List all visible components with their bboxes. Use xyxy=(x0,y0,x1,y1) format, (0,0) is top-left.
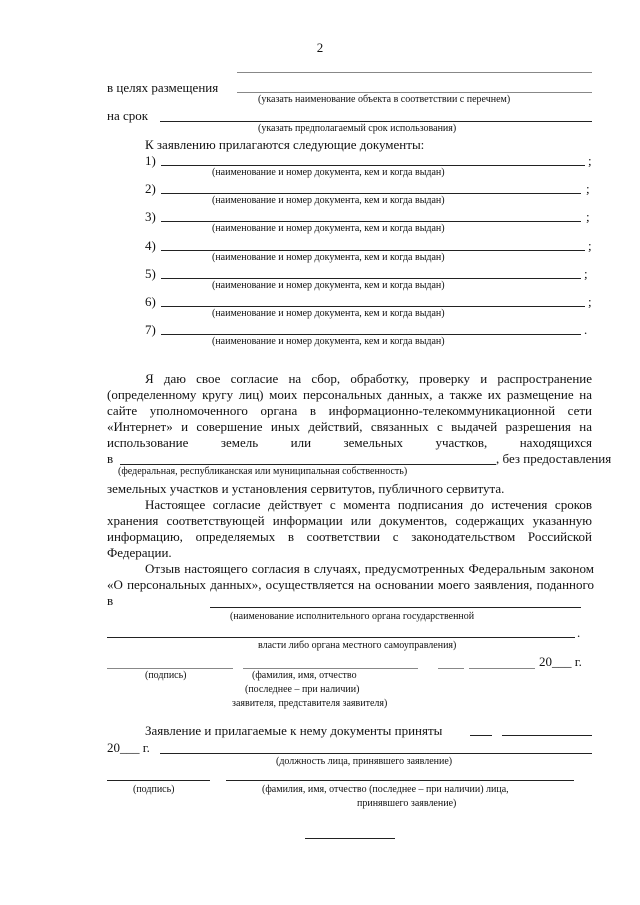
term-line[interactable] xyxy=(160,121,592,122)
attachment-num-1: 1) xyxy=(145,153,156,168)
consent-paragraph-2: Настоящее согласие действует с момента подписания до истечения сроков хранения соответствующей информации или документов, содержащих указанную информацию, определяемых в соответствии с законодательством Российской Федерации. xyxy=(107,497,592,560)
consent-paragraph-3: Отзыв настоящего согласия в случаях, предусмотренных Федеральным законом «О персональных данных», осуществляется на основании моего заявления, поданного в xyxy=(107,561,594,608)
applicant-signature-caption: (подпись) xyxy=(145,670,187,681)
property-line[interactable] xyxy=(120,464,496,465)
purpose-top-line xyxy=(237,72,592,73)
attachment-num-6: 6) xyxy=(145,294,156,309)
attachment-line-2[interactable] xyxy=(161,193,581,194)
acceptance-position-line[interactable] xyxy=(160,753,592,754)
attachment-end-4: ; xyxy=(588,238,592,253)
acceptance-text: Заявление и прилагаемые к нему документы приняты xyxy=(145,723,443,738)
acceptance-year: 20___ г. xyxy=(107,740,150,755)
authority-caption-1: (наименование исполнительного органа государственной xyxy=(230,611,475,622)
acceptance-position-caption: (должность лица, принявшего заявление) xyxy=(276,756,453,767)
applicant-name-caption-1: (фамилия, имя, отчество xyxy=(252,670,357,681)
attachment-line-3[interactable] xyxy=(161,221,581,222)
purpose-label: в целях размещения xyxy=(107,80,219,95)
attachment-num-3: 3) xyxy=(145,209,156,224)
applicant-signature-line[interactable] xyxy=(107,668,233,669)
attachment-caption-7: (наименование и номер документа, кем и когда выдан) xyxy=(212,336,445,347)
attachment-caption-1: (наименование и номер документа, кем и когда выдан) xyxy=(212,167,445,178)
acceptance-signature-caption: (подпись) xyxy=(133,784,175,795)
attachment-num-4: 4) xyxy=(145,238,156,253)
attachment-num-5: 5) xyxy=(145,266,156,281)
acceptance-day-line[interactable] xyxy=(470,735,492,736)
applicant-month-line[interactable] xyxy=(469,668,535,669)
attachment-end-6: ; xyxy=(588,294,592,309)
attachment-caption-3: (наименование и номер документа, кем и когда выдан) xyxy=(212,223,445,234)
attachment-caption-5: (наименование и номер документа, кем и когда выдан) xyxy=(212,280,445,291)
attachment-end-7: . xyxy=(584,322,588,337)
attachment-line-1[interactable] xyxy=(161,165,585,166)
attachment-line-7[interactable] xyxy=(161,334,581,335)
applicant-name-line[interactable] xyxy=(243,668,418,669)
attachment-caption-2: (наименование и номер документа, кем и когда выдан) xyxy=(212,195,445,206)
attachment-caption-6: (наименование и номер документа, кем и когда выдан) xyxy=(212,308,445,319)
attachment-num-2: 2) xyxy=(145,181,156,196)
term-label: на срок xyxy=(107,108,149,123)
authority-line-2[interactable] xyxy=(107,637,575,638)
consent-in-word: в xyxy=(107,451,114,466)
acceptance-month-line[interactable] xyxy=(502,735,592,736)
authority-caption-2: власти либо органа местного самоуправления) xyxy=(258,640,457,651)
consent-paragraph-1-end: земельных участков и установления сервитутов, публичного сервитута. xyxy=(107,481,505,496)
attachment-end-5: ; xyxy=(584,266,588,281)
attachments-intro: К заявлению прилагаются следующие документы: xyxy=(145,137,425,152)
authority-line-end: . xyxy=(577,625,581,640)
attachment-end-3: ; xyxy=(586,209,590,224)
acceptance-name-caption-2: принявшего заявление) xyxy=(357,798,457,809)
attachment-end-1: ; xyxy=(588,153,592,168)
footer-separator xyxy=(305,838,395,839)
attachment-caption-4: (наименование и номер документа, кем и когда выдан) xyxy=(212,252,445,263)
attachment-end-2: ; xyxy=(586,181,590,196)
purpose-line[interactable] xyxy=(237,92,592,93)
attachment-num-7: 7) xyxy=(145,322,156,337)
consent-paragraph-1: Я даю свое согласие на сбор, обработку, проверку и распространение (определенному кругу лиц) моих персональных данных, а также их размещение на сайте уполномоченного органа в информационно-телекоммуникационной сети «Интернет» и совершение иных действий, связанных с выдачей разрешения на использование земель или земельных участков, находящихся xyxy=(107,371,592,450)
authority-line-1[interactable] xyxy=(210,607,581,608)
acceptance-signature-line[interactable] xyxy=(107,780,210,781)
page-number: 2 xyxy=(316,40,324,55)
applicant-day-line[interactable] xyxy=(438,668,464,669)
applicant-name-caption-2: (последнее – при наличии) xyxy=(245,684,360,695)
applicant-year: 20___ г. xyxy=(539,654,582,669)
attachment-line-5[interactable] xyxy=(161,278,581,279)
term-caption: (указать предполагаемый срок использования) xyxy=(258,123,457,134)
consent-after-line: , без предоставления xyxy=(496,451,612,466)
attachment-line-4[interactable] xyxy=(161,250,585,251)
attachment-line-6[interactable] xyxy=(161,306,585,307)
acceptance-name-line[interactable] xyxy=(226,780,574,781)
acceptance-name-caption-1: (фамилия, имя, отчество (последнее – при наличии) лица, xyxy=(262,784,509,795)
property-caption: (федеральная, республиканская или муниципальная собственность) xyxy=(118,466,408,477)
applicant-name-caption-3: заявителя, представителя заявителя) xyxy=(232,698,388,709)
purpose-caption: (указать наименование объекта в соответствии с перечнем) xyxy=(258,94,511,105)
